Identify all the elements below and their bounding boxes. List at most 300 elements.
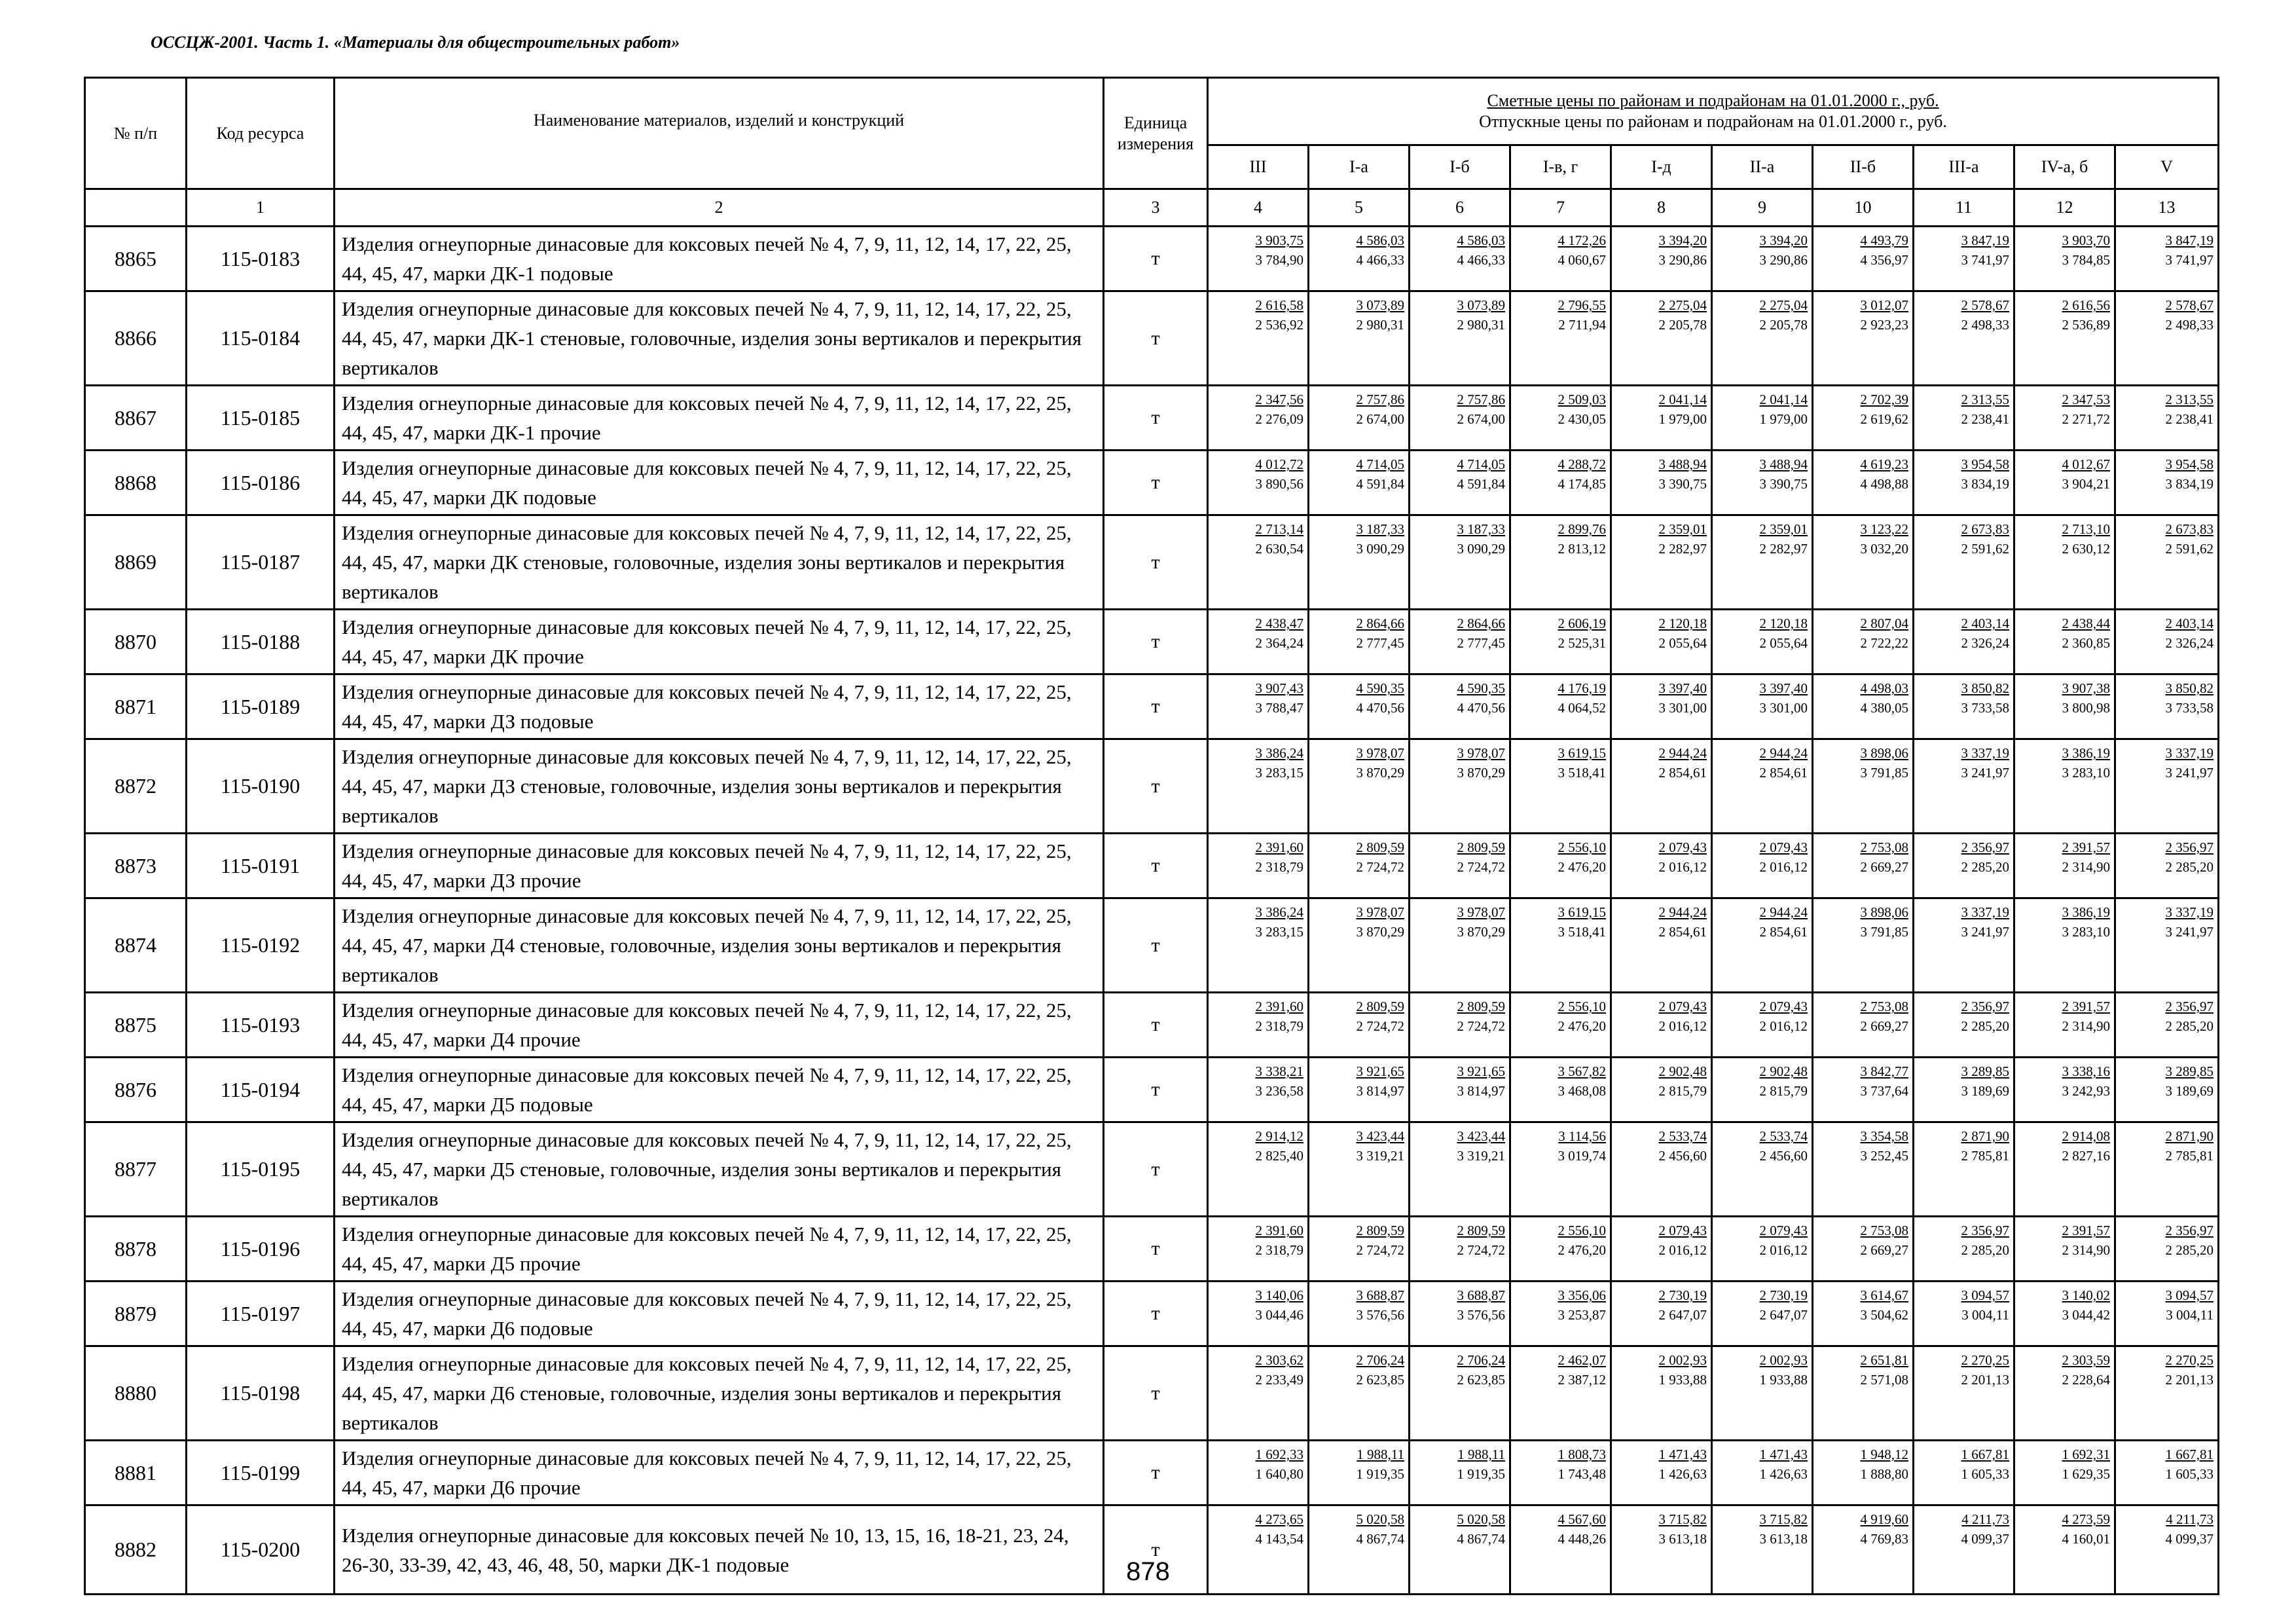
price-cell [1611, 739, 1712, 834]
header-prices-release: Отпускные цены по районам и подрайонам на 01.01.2000 г., руб. [1479, 112, 1947, 131]
header-name: Наименование материалов, изделий и конструкций [335, 78, 1104, 189]
release-price: 2 827,16 [2062, 1148, 2110, 1164]
price-cell [1309, 1346, 1410, 1441]
estimate-price: 2 809,59 [1457, 1223, 1505, 1238]
estimate-price: 2 796,55 [1558, 297, 1606, 313]
price-cell [1309, 451, 1410, 515]
estimate-price: 2 809,59 [1457, 840, 1505, 855]
price-cell [2014, 993, 2115, 1058]
row-number: 8875 [85, 993, 187, 1058]
estimate-price: 4 590,35 [1356, 680, 1404, 696]
price-cell [1208, 451, 1309, 515]
row-number: 8865 [85, 227, 187, 291]
release-price: 3 741,97 [2165, 252, 2214, 268]
price-cell [1510, 451, 1611, 515]
release-price: 2 854,61 [1759, 924, 1808, 940]
column-number: 13 [2115, 189, 2219, 227]
resource-code: 115-0196 [187, 1217, 335, 1282]
estimate-price: 2 914,08 [2062, 1128, 2110, 1144]
estimate-price: 2 757,86 [1457, 392, 1505, 407]
price-cell [1510, 610, 1611, 674]
resource-code: 115-0197 [187, 1282, 335, 1346]
price-cell [1510, 1282, 1611, 1346]
row-number: 8880 [85, 1346, 187, 1441]
estimate-price: 2 079,43 [1658, 1223, 1707, 1238]
column-number: 6 [1410, 189, 1510, 227]
estimate-price: 3 898,06 [1860, 904, 1908, 920]
price-cell [1510, 227, 1611, 291]
release-price: 4 867,74 [1356, 1531, 1404, 1547]
price-cell [1510, 1441, 1611, 1505]
release-price: 2 016,12 [1658, 1242, 1707, 1258]
price-cell [1712, 386, 1813, 451]
table-row [85, 1217, 2219, 1282]
estimate-price: 3 903,75 [1255, 232, 1303, 248]
estimate-price: 2 391,57 [2062, 840, 2110, 855]
release-price: 2 238,41 [1961, 411, 2009, 427]
price-cell [1208, 834, 1309, 898]
price-cell [1813, 1441, 1914, 1505]
estimate-price: 3 123,22 [1860, 521, 1908, 537]
release-price: 2 591,62 [1961, 541, 2009, 557]
price-cell [1611, 1058, 1712, 1122]
price-cell [1410, 1441, 1510, 1505]
release-price: 3 090,29 [1457, 541, 1505, 557]
price-cell [2014, 1346, 2115, 1441]
price-cell [2115, 993, 2219, 1058]
estimate-price: 1 692,31 [2062, 1447, 2110, 1462]
estimate-price: 2 359,01 [1658, 521, 1707, 537]
release-price: 2 647,07 [1658, 1307, 1707, 1323]
estimate-price: 4 012,67 [2062, 456, 2110, 472]
estimate-price: 3 903,70 [2062, 232, 2110, 248]
unit: т [1104, 1058, 1208, 1122]
header-unit: Единица измерения [1104, 78, 1208, 189]
price-cell [1208, 610, 1309, 674]
estimate-price: 3 850,82 [1961, 680, 2009, 696]
table-row [85, 1346, 2219, 1441]
estimate-price: 2 356,97 [2165, 999, 2214, 1014]
price-cell [2014, 1282, 2115, 1346]
release-price: 1 888,80 [1860, 1466, 1908, 1482]
price-cell [2014, 1441, 2115, 1505]
header-prices [1208, 78, 2219, 145]
price-cell [1813, 515, 1914, 610]
estimate-price: 4 012,72 [1255, 456, 1303, 472]
column-number: 10 [1813, 189, 1914, 227]
row-number: 8869 [85, 515, 187, 610]
region-header: II-а [1712, 145, 1813, 189]
price-cell [1813, 451, 1914, 515]
estimate-price: 2 391,57 [2062, 999, 2110, 1014]
estimate-price: 3 356,06 [1558, 1287, 1606, 1303]
estimate-price: 3 921,65 [1356, 1063, 1404, 1079]
unit: т [1104, 227, 1208, 291]
price-cell [1510, 739, 1611, 834]
table-row [85, 739, 2219, 834]
release-price: 3 904,21 [2062, 476, 2110, 492]
release-price: 4 143,54 [1255, 1531, 1303, 1547]
release-price: 3 518,41 [1558, 765, 1606, 781]
price-cell [1611, 386, 1712, 451]
release-price: 1 426,63 [1658, 1466, 1707, 1482]
release-price: 4 591,84 [1356, 476, 1404, 492]
estimate-price: 2 914,12 [1255, 1128, 1303, 1144]
column-number: 2 [335, 189, 1104, 227]
estimate-price: 3 921,65 [1457, 1063, 1505, 1079]
release-price: 3 241,97 [2165, 924, 2214, 940]
estimate-price: 2 753,08 [1860, 840, 1908, 855]
estimate-price: 2 706,24 [1356, 1352, 1404, 1368]
material-name: Изделия огнеупорные динасовые для коксовых печей № 4, 7, 9, 11, 12, 14, 17, 22, 25, 44, 45, 47, марки ДК стеновые, головочные, изделия зоны вертикалов и перекрытия вертикалов [335, 515, 1104, 610]
estimate-price: 2 313,55 [1961, 392, 2009, 407]
price-cell [1813, 386, 1914, 451]
price-cell [1410, 674, 1510, 739]
estimate-price: 3 012,07 [1860, 297, 1908, 313]
price-cell [2115, 898, 2219, 993]
resource-code: 115-0194 [187, 1058, 335, 1122]
release-price: 3 814,97 [1356, 1083, 1404, 1099]
region-header: III [1208, 145, 1309, 189]
estimate-price: 3 094,57 [2165, 1287, 2214, 1303]
price-cell [1309, 674, 1410, 739]
price-cell [2014, 1058, 2115, 1122]
estimate-price: 3 978,07 [1457, 904, 1505, 920]
price-cell [1410, 227, 1510, 291]
estimate-price: 1 471,43 [1759, 1447, 1808, 1462]
material-name: Изделия огнеупорные динасовые для коксовых печей № 4, 7, 9, 11, 12, 14, 17, 22, 25, 44, 45, 47, марки ДК-1 прочие [335, 386, 1104, 451]
price-cell [1914, 610, 2014, 674]
price-cell [1208, 993, 1309, 1058]
resource-code: 115-0184 [187, 291, 335, 386]
release-price: 2 276,09 [1255, 411, 1303, 427]
row-number: 8881 [85, 1441, 187, 1505]
estimate-price: 3 688,87 [1356, 1287, 1404, 1303]
unit: т [1104, 386, 1208, 451]
release-price: 3 814,97 [1457, 1083, 1505, 1099]
material-name: Изделия огнеупорные динасовые для коксовых печей № 4, 7, 9, 11, 12, 14, 17, 22, 25, 44, 45, 47, марки Д6 стеновые, головочные, изделия зоны вертикалов и перекрытия вертикалов [335, 1346, 1104, 1441]
price-cell [1611, 1217, 1712, 1282]
price-cell [1309, 834, 1410, 898]
release-price: 3 283,10 [2062, 924, 2110, 940]
price-cell [2115, 1282, 2219, 1346]
unit: т [1104, 898, 1208, 993]
estimate-price: 4 619,23 [1860, 456, 1908, 472]
estimate-price: 2 275,04 [1658, 297, 1707, 313]
header-num: № п/п [85, 78, 187, 189]
release-price: 3 784,90 [1255, 252, 1303, 268]
release-price: 2 498,33 [1961, 317, 2009, 333]
estimate-price: 2 403,14 [2165, 616, 2214, 631]
price-cell [1410, 610, 1510, 674]
price-cell [1712, 1282, 1813, 1346]
price-cell [1208, 386, 1309, 451]
estimate-price: 2 871,90 [2165, 1128, 2214, 1144]
price-cell [2115, 291, 2219, 386]
price-cell [1914, 898, 2014, 993]
material-name: Изделия огнеупорные динасовые для коксовых печей № 10, 13, 15, 16, 18-21, 23, 24, 26-30, 33-39, 42, 43, 46, 48, 50, марки ДК-1 подовые [335, 1505, 1104, 1595]
row-number: 8866 [85, 291, 187, 386]
resource-code: 115-0189 [187, 674, 335, 739]
estimate-price: 5 020,58 [1457, 1511, 1505, 1527]
price-cell [1712, 993, 1813, 1058]
price-cell [2115, 515, 2219, 610]
price-cell [1309, 386, 1410, 451]
price-cell [1410, 739, 1510, 834]
release-price: 3 090,29 [1356, 541, 1404, 557]
estimate-price: 3 140,06 [1255, 1287, 1303, 1303]
estimate-price: 3 619,15 [1558, 904, 1606, 920]
estimate-price: 4 211,73 [2166, 1511, 2214, 1527]
price-cell [1611, 674, 1712, 739]
release-price: 4 160,01 [2062, 1531, 2110, 1547]
price-cell [1309, 1058, 1410, 1122]
release-price: 2 285,20 [1961, 859, 2009, 875]
release-price: 2 318,79 [1255, 859, 1303, 875]
price-cell [1208, 515, 1309, 610]
price-cell [1510, 291, 1611, 386]
estimate-price: 2 753,08 [1860, 999, 1908, 1014]
estimate-price: 2 730,19 [1759, 1287, 1808, 1303]
estimate-price: 2 899,76 [1558, 521, 1606, 537]
release-price: 2 669,27 [1860, 859, 1908, 875]
price-cell [1914, 1217, 2014, 1282]
release-price: 3 032,20 [1860, 541, 1908, 557]
price-cell [1914, 1346, 2014, 1441]
estimate-price: 2 002,93 [1759, 1352, 1808, 1368]
price-cell [1309, 898, 1410, 993]
price-cell [1611, 1282, 1712, 1346]
price-cell [1813, 898, 1914, 993]
unit: т [1104, 1505, 1208, 1595]
estimate-price: 2 702,39 [1860, 392, 1908, 407]
release-price: 3 319,21 [1356, 1148, 1404, 1164]
release-price: 2 205,78 [1658, 317, 1707, 333]
price-cell [1712, 291, 1813, 386]
price-cell [1914, 386, 2014, 451]
release-price: 3 576,56 [1356, 1307, 1404, 1323]
release-price: 2 285,20 [2165, 1018, 2214, 1034]
release-price: 4 448,26 [1558, 1531, 1606, 1547]
estimate-price: 2 313,55 [2165, 392, 2214, 407]
release-price: 2 430,05 [1558, 411, 1606, 427]
release-price: 2 055,64 [1759, 635, 1808, 651]
release-price: 2 980,31 [1457, 317, 1505, 333]
price-cell [1813, 1122, 1914, 1217]
release-price: 2 674,00 [1457, 411, 1505, 427]
price-cell [2014, 291, 2115, 386]
release-price: 2 476,20 [1558, 1242, 1606, 1258]
estimate-price: 2 356,97 [2165, 840, 2214, 855]
release-price: 3 613,18 [1759, 1531, 1808, 1547]
release-price: 3 242,93 [2062, 1083, 2110, 1099]
price-cell [1309, 227, 1410, 291]
estimate-price: 2 616,58 [1255, 297, 1303, 313]
estimate-price: 3 394,20 [1759, 232, 1808, 248]
estimate-price: 2 079,43 [1759, 840, 1808, 855]
release-price: 2 536,89 [2062, 317, 2110, 333]
estimate-price: 3 978,07 [1356, 904, 1404, 920]
estimate-price: 4 586,03 [1356, 232, 1404, 248]
estimate-price: 3 488,94 [1658, 456, 1707, 472]
price-cell [1914, 739, 2014, 834]
release-price: 4 174,85 [1558, 476, 1606, 492]
release-price: 2 326,24 [2165, 635, 2214, 651]
price-cell [1611, 1122, 1712, 1217]
estimate-price: 2 673,83 [2165, 521, 2214, 537]
estimate-price: 2 356,97 [1961, 999, 2009, 1014]
release-price: 2 785,81 [1961, 1148, 2009, 1164]
estimate-price: 2 347,56 [1255, 392, 1303, 407]
estimate-price: 3 954,58 [2165, 456, 2214, 472]
column-number: 8 [1611, 189, 1712, 227]
column-number: 4 [1208, 189, 1309, 227]
release-price: 1 933,88 [1759, 1372, 1808, 1388]
release-price: 3 290,86 [1759, 252, 1808, 268]
row-number: 8876 [85, 1058, 187, 1122]
price-cell [1410, 291, 1510, 386]
price-cell [1208, 739, 1309, 834]
estimate-price: 3 423,44 [1356, 1128, 1404, 1144]
price-cell [1813, 227, 1914, 291]
release-price: 3 253,87 [1558, 1307, 1606, 1323]
estimate-price: 3 842,77 [1860, 1063, 1908, 1079]
release-price: 1 426,63 [1759, 1466, 1808, 1482]
price-cell [1309, 610, 1410, 674]
release-price: 3 870,29 [1457, 924, 1505, 940]
release-price: 2 813,12 [1558, 541, 1606, 557]
price-cell [1410, 1217, 1510, 1282]
resource-code: 115-0193 [187, 993, 335, 1058]
release-price: 2 201,13 [2165, 1372, 2214, 1388]
price-cell [1410, 1346, 1510, 1441]
release-price: 2 498,33 [2165, 317, 2214, 333]
estimate-price: 1 988,11 [1457, 1447, 1505, 1462]
release-price: 3 741,97 [1961, 252, 2009, 268]
table-row [85, 1282, 2219, 1346]
header-prices-estimate: Сметные цены по районам и подрайонам на 01.01.2000 г., руб. [1487, 91, 1939, 110]
estimate-price: 3 338,16 [2062, 1063, 2110, 1079]
price-cell [1813, 1217, 1914, 1282]
column-number: 9 [1712, 189, 1813, 227]
material-name: Изделия огнеупорные динасовые для коксовых печей № 4, 7, 9, 11, 12, 14, 17, 22, 25, 44, 45, 47, марки Д6 прочие [335, 1441, 1104, 1505]
release-price: 3 834,19 [2165, 476, 2214, 492]
estimate-price: 3 847,19 [2165, 232, 2214, 248]
release-price: 2 456,60 [1658, 1148, 1707, 1164]
release-price: 3 800,98 [2062, 700, 2110, 716]
release-price: 3 733,58 [1961, 700, 2009, 716]
release-price: 3 283,15 [1255, 924, 1303, 940]
release-price: 4 380,05 [1860, 700, 1908, 716]
resource-code: 115-0183 [187, 227, 335, 291]
price-cell [1208, 1217, 1309, 1282]
estimate-price: 3 187,33 [1356, 521, 1404, 537]
row-number: 8867 [85, 386, 187, 451]
release-price: 3 834,19 [1961, 476, 2009, 492]
estimate-price: 2 809,59 [1356, 840, 1404, 855]
release-price: 4 498,88 [1860, 476, 1908, 492]
estimate-price: 3 619,15 [1558, 745, 1606, 761]
row-number: 8877 [85, 1122, 187, 1217]
price-cell [2115, 386, 2219, 451]
release-price: 3 468,08 [1558, 1083, 1606, 1099]
estimate-price: 2 347,53 [2062, 392, 2110, 407]
resource-code: 115-0188 [187, 610, 335, 674]
release-price: 2 711,94 [1558, 317, 1606, 333]
estimate-price: 2 809,59 [1356, 999, 1404, 1014]
release-price: 2 387,12 [1558, 1372, 1606, 1388]
release-price: 2 571,08 [1860, 1372, 1908, 1388]
estimate-price: 2 578,67 [1961, 297, 2009, 313]
row-number: 8882 [85, 1505, 187, 1595]
estimate-price: 3 423,44 [1457, 1128, 1505, 1144]
estimate-price: 3 073,89 [1457, 297, 1505, 313]
price-cell [2014, 515, 2115, 610]
material-name: Изделия огнеупорные динасовые для коксовых печей № 4, 7, 9, 11, 12, 14, 17, 22, 25, 44, 45, 47, марки Д5 стеновые, головочные, изделия зоны вертикалов и перекрытия вертикалов [335, 1122, 1104, 1217]
release-price: 3 319,21 [1457, 1148, 1505, 1164]
column-number-row [85, 189, 2219, 227]
estimate-price: 4 567,60 [1558, 1511, 1606, 1527]
estimate-price: 4 273,65 [1255, 1511, 1303, 1527]
estimate-price: 3 386,24 [1255, 904, 1303, 920]
price-cell [1914, 515, 2014, 610]
estimate-price: 4 498,03 [1860, 680, 1908, 696]
release-price: 2 669,27 [1860, 1018, 1908, 1034]
estimate-price: 1 692,33 [1255, 1447, 1303, 1462]
estimate-price: 2 079,43 [1658, 840, 1707, 855]
price-cell [2115, 1058, 2219, 1122]
release-price: 2 285,20 [2165, 1242, 2214, 1258]
estimate-price: 2 391,60 [1255, 999, 1303, 1014]
price-cell [2115, 1441, 2219, 1505]
release-price: 3 518,41 [1558, 924, 1606, 940]
price-cell [1410, 898, 1510, 993]
release-price: 1 933,88 [1658, 1372, 1707, 1388]
release-price: 3 737,64 [1860, 1083, 1908, 1099]
estimate-price: 1 808,73 [1558, 1447, 1606, 1462]
estimate-price: 3 978,07 [1356, 745, 1404, 761]
release-price: 1 605,33 [2165, 1466, 2214, 1482]
estimate-price: 2 462,07 [1558, 1352, 1606, 1368]
material-name: Изделия огнеупорные динасовые для коксовых печей № 4, 7, 9, 11, 12, 14, 17, 22, 25, 44, 45, 47, марки Д6 подовые [335, 1282, 1104, 1346]
price-cell [2115, 834, 2219, 898]
estimate-price: 3 337,19 [1961, 745, 2009, 761]
release-price: 1 919,35 [1457, 1466, 1505, 1482]
price-cell [1208, 674, 1309, 739]
estimate-price: 2 713,10 [2062, 521, 2110, 537]
unit: т [1104, 1122, 1208, 1217]
estimate-price: 2 807,04 [1860, 616, 1908, 631]
estimate-price: 3 907,38 [2062, 680, 2110, 696]
estimate-price: 2 041,14 [1759, 392, 1808, 407]
release-price: 3 004,11 [2166, 1307, 2214, 1323]
estimate-price: 2 403,14 [1961, 616, 2009, 631]
price-cell [1914, 1282, 2014, 1346]
price-cell [2115, 1346, 2219, 1441]
price-cell [2115, 739, 2219, 834]
release-price: 2 016,12 [1658, 859, 1707, 875]
price-cell [1712, 739, 1813, 834]
price-cell [1208, 898, 1309, 993]
price-cell [1510, 898, 1611, 993]
price-cell [1611, 291, 1712, 386]
estimate-price: 2 002,93 [1658, 1352, 1707, 1368]
region-header: I-б [1410, 145, 1510, 189]
price-cell [1914, 291, 2014, 386]
release-price: 4 470,56 [1457, 700, 1505, 716]
price-cell [1914, 1058, 2014, 1122]
release-price: 1 979,00 [1658, 411, 1707, 427]
